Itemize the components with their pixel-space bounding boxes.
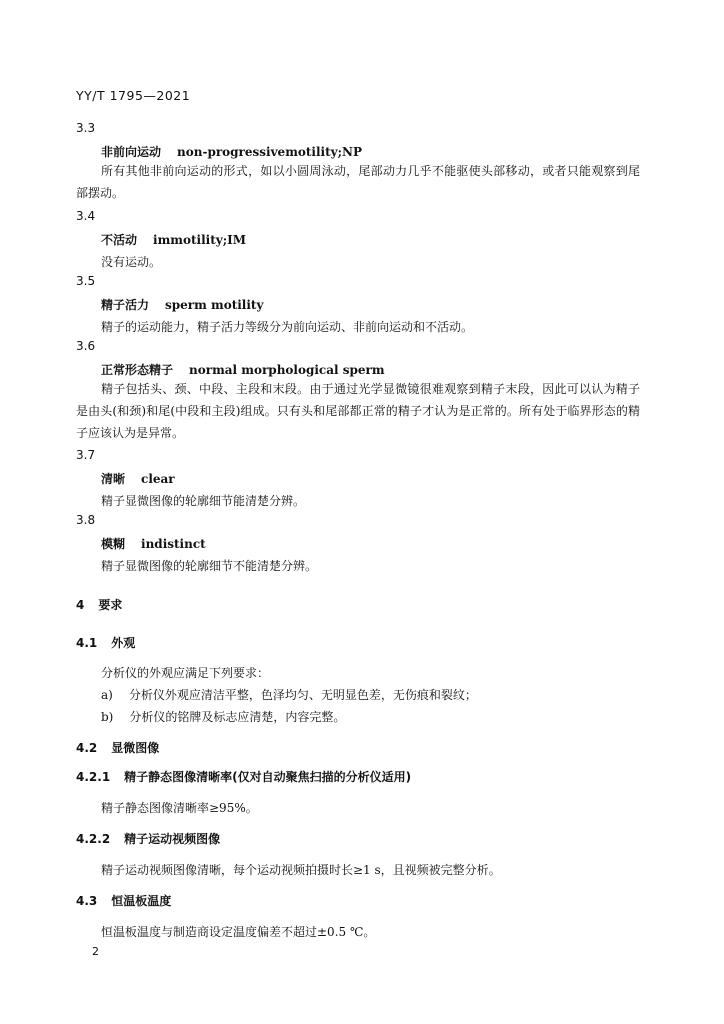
paragraph: 分析仪的外观应满足下列要求： xyxy=(101,666,270,680)
subsubsection-title: 精子运动视频图像 xyxy=(124,832,221,846)
subsection-number: 4.1 xyxy=(76,636,98,650)
term-heading xyxy=(101,296,263,313)
subsubsection-number: 4.2.1 xyxy=(76,770,111,784)
term-number: 3.7 xyxy=(76,448,96,462)
term-zh: 清晰 xyxy=(101,472,126,486)
term-heading xyxy=(101,231,246,248)
subsubsection-number: 4.2.2 xyxy=(76,832,111,846)
term-zh: 不活动 xyxy=(101,233,138,247)
term-zh: 精子活力 xyxy=(101,298,150,312)
subsection-title: 外观 xyxy=(111,636,136,650)
document-number: YY/T 1795—2021 xyxy=(76,88,191,103)
term-heading xyxy=(101,470,175,487)
list-marker: a) xyxy=(101,688,113,702)
term-en: sperm motility xyxy=(165,298,264,312)
term-zh: 非前向运动 xyxy=(101,145,162,159)
subsection-heading xyxy=(76,739,159,756)
list-text: 分析仪外观应清洁平整，色泽均匀、无明显色差，无伤痕和裂纹； xyxy=(128,688,477,702)
term-definition: 精子显微图像的轮廓细节不能清楚分辨。 xyxy=(101,559,318,573)
term-definition: 精子的运动能力，精子活力等级分为前向运动、非前向运动和不活动。 xyxy=(101,320,474,334)
subsection-title: 恒温板温度 xyxy=(111,894,172,908)
term-en: immotility;IM xyxy=(153,233,247,247)
term-number: 3.6 xyxy=(76,339,96,353)
subsection-number: 4.3 xyxy=(76,894,98,908)
section-number: 4 xyxy=(76,598,85,612)
subsection-number: 4.2 xyxy=(76,741,98,755)
term-number: 3.4 xyxy=(76,209,96,223)
section-title: 要求 xyxy=(98,598,123,612)
term-number: 3.8 xyxy=(76,513,96,527)
list-item xyxy=(101,708,345,725)
term-number: 3.5 xyxy=(76,274,96,288)
subsubsection-heading xyxy=(76,830,220,847)
page-number: 2 xyxy=(92,945,99,958)
subsubsection-heading xyxy=(76,768,411,785)
subsection-heading xyxy=(76,634,135,651)
section-heading xyxy=(76,596,122,613)
term-definition: 没有运动。 xyxy=(101,255,162,269)
paragraph: 精子运动视频图像清晰，每个运动视频拍摄时长≥1 s，且视频被完整分析。 xyxy=(101,863,501,877)
list-marker: b) xyxy=(101,710,114,724)
term-heading xyxy=(101,143,362,160)
term-heading xyxy=(101,535,206,552)
term-definition: 精子包括头、颈、中段、主段和末段。由于通过光学显微镜很难观察到精子末段，因此可以认为精子是由头(和颈)和尾(中段和主段)组成。只有头和尾部都正常的精子才认为是正常的。所有处于临界形态的精子应该认为是异常。 xyxy=(76,382,640,440)
term-en: normal morphological sperm xyxy=(189,363,385,377)
term-en: non-progressivemotility;NP xyxy=(177,145,363,159)
term-en: clear xyxy=(141,472,175,486)
term-zh: 正常形态精子 xyxy=(101,363,174,377)
term-zh: 模糊 xyxy=(101,537,126,551)
subsection-heading xyxy=(76,892,171,909)
paragraph: 恒温板温度与制造商设定温度偏差不超过±0.5 ℃。 xyxy=(101,925,376,939)
subsection-title: 显微图像 xyxy=(111,741,160,755)
term-heading xyxy=(101,361,385,378)
paragraph: 精子静态图像清晰率≥95%。 xyxy=(101,801,258,815)
term-definition: 精子显微图像的轮廓细节能清楚分辨。 xyxy=(101,494,306,508)
term-number: 3.3 xyxy=(76,121,96,135)
list-item xyxy=(101,686,477,703)
term-definition: 所有其他非前向运动的形式，如以小圆周泳动，尾部动力几乎不能驱使头部移动，或者只能观察到尾部摆动。 xyxy=(76,164,640,200)
subsubsection-title: 精子静态图像清晰率(仅对自动聚焦扫描的分析仪适用) xyxy=(124,770,412,784)
list-text: 分析仪的铭牌及标志应清楚，内容完整。 xyxy=(129,710,346,724)
term-en: indistinct xyxy=(141,537,206,551)
